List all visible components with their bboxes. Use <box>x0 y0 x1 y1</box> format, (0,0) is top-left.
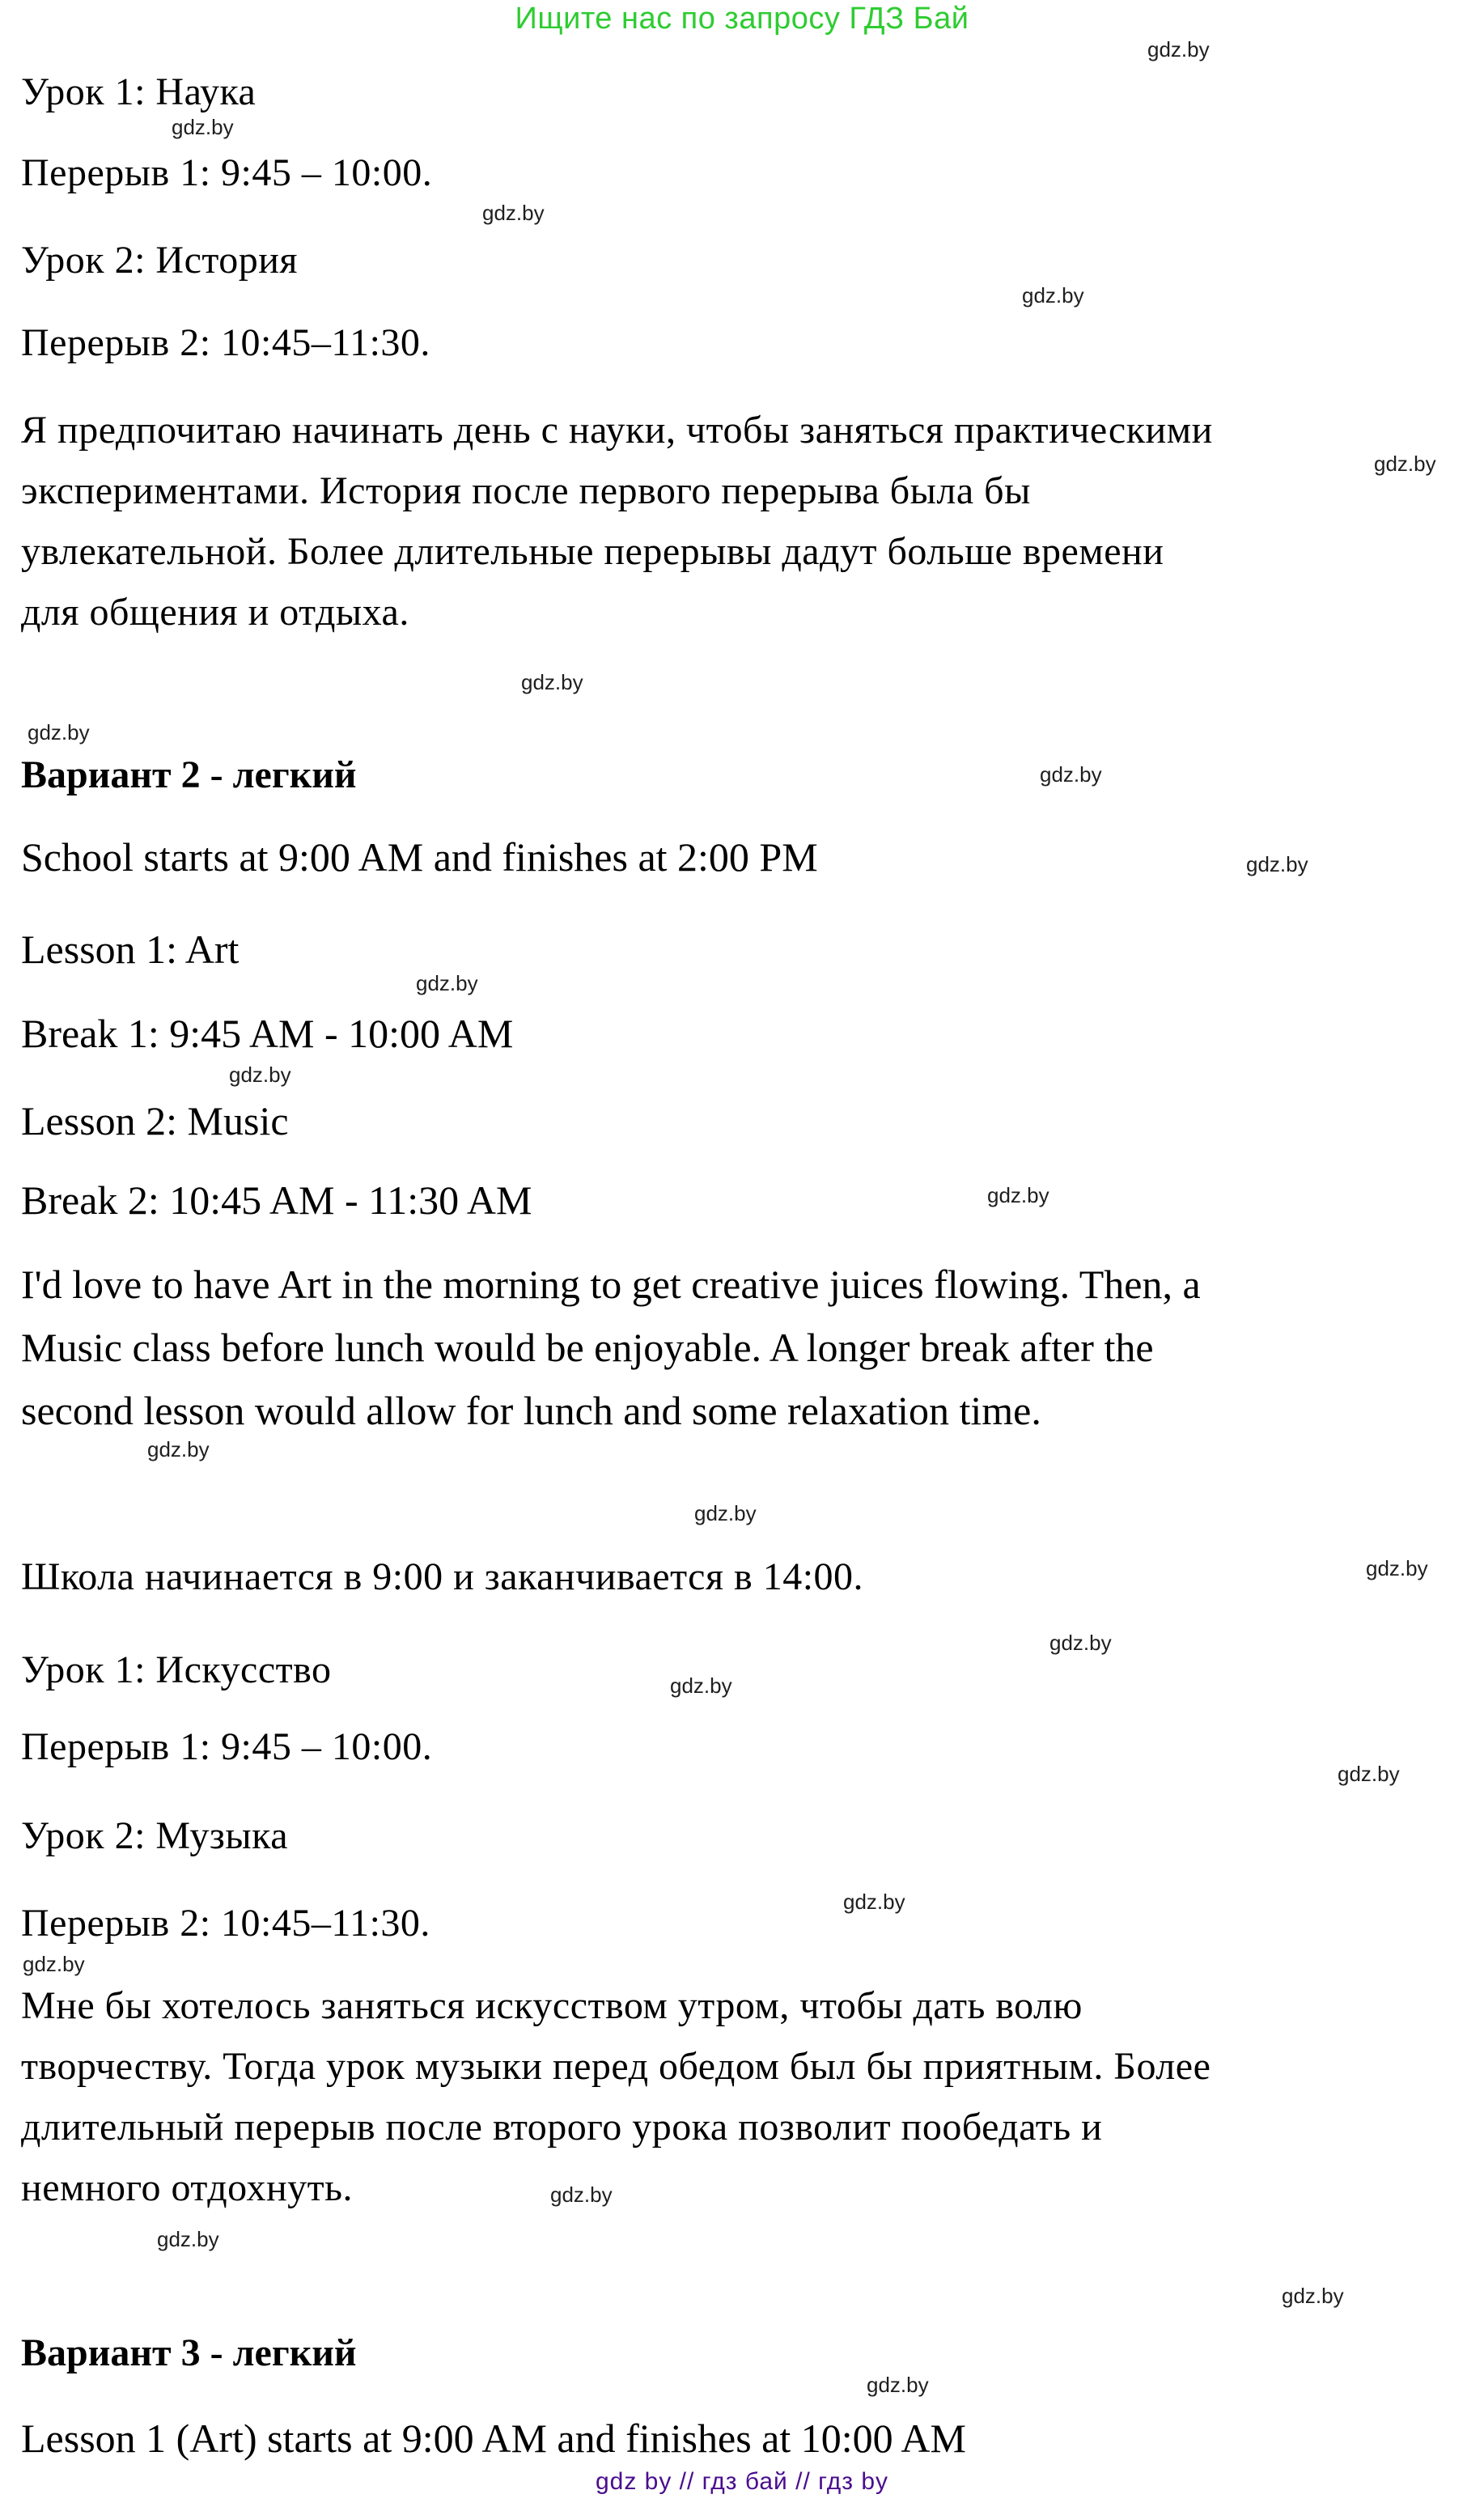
variant2-lesson1-line-ru: Урок 1: Искусство <box>21 1648 332 1691</box>
variant2-lesson2-line-en: Lesson 2: Music <box>21 1098 289 1143</box>
variant1-lesson1-line: Урок 1: Наука <box>21 70 257 113</box>
gdz-watermark: gdz.by <box>172 115 234 139</box>
gdz-watermark: gdz.by <box>1374 452 1436 476</box>
variant2-break1-line-ru: Перерыв 1: 9:45 – 10:00. <box>21 1725 433 1768</box>
variant2-school-line-ru: Школа начинается в 9:00 и заканчивается в 14:00. <box>21 1555 864 1598</box>
variant2-comment-line-ru: Мне бы хотелось заняться искусством утром, чтобы дать волю <box>21 1984 1083 2027</box>
gdz-watermark: gdz.by <box>157 2227 219 2251</box>
variant1-comment-line: для общения и отдыха. <box>21 591 409 634</box>
gdz-watermark: gdz.by <box>1366 1556 1428 1580</box>
variant2-comment-line-en: Music class before lunch would be enjoyable. A longer break after the <box>21 1325 1154 1370</box>
variant1-lesson2-line: Урок 2: История <box>21 239 298 282</box>
variant1-comment-line: Я предпочитаю начинать день с науки, чтобы заняться практическими <box>21 409 1213 452</box>
gdz-watermark: gdz.by <box>1040 762 1102 787</box>
gdz-watermark: gdz.by <box>28 720 90 744</box>
gdz-watermark: gdz.by <box>1338 1762 1400 1786</box>
footer-note: gdz by // гдз бай // гдз by <box>595 2468 889 2495</box>
gdz-watermark: gdz.by <box>147 1437 210 1461</box>
gdz-watermark: gdz.by <box>521 670 583 694</box>
gdz-watermark: gdz.by <box>482 201 545 225</box>
gdz-watermark: gdz.by <box>23 1952 85 1976</box>
gdz-watermark: gdz.by <box>1282 2284 1344 2308</box>
variant2-heading: Вариант 2 - легкий <box>21 753 357 796</box>
variant3-lesson1-line: Lesson 1 (Art) starts at 9:00 AM and finishes at 10:00 AM <box>21 2416 966 2461</box>
gdz-watermark: gdz.by <box>1049 1631 1112 1655</box>
gdz-watermark: gdz.by <box>694 1501 757 1525</box>
variant2-break1-line-en: Break 1: 9:45 AM - 10:00 AM <box>21 1011 514 1056</box>
gdz-watermark: gdz.by <box>1022 283 1084 308</box>
variant2-comment-line-en: I'd love to have Art in the morning to get creative juices flowing. Then, a <box>21 1262 1201 1307</box>
gdz-watermark: gdz.by <box>229 1063 291 1087</box>
gdz-watermark: gdz.by <box>867 2373 929 2397</box>
variant2-break2-line-ru: Перерыв 2: 10:45–11:30. <box>21 1902 430 1945</box>
variant1-break2-line: Перерыв 2: 10:45–11:30. <box>21 321 430 364</box>
variant2-comment-line-ru: творчеству. Тогда урок музыки перед обедом был бы приятным. Более <box>21 2045 1211 2088</box>
gdz-watermark: gdz.by <box>987 1183 1049 1207</box>
gdz-watermark: gdz.by <box>416 971 478 995</box>
variant3-heading: Вариант 3 - легкий <box>21 2331 357 2374</box>
variant1-comment-line: экспериментами. История после первого перерыва была бы <box>21 469 1031 512</box>
variant2-comment-line-ru: длительный перерыв после второго урока позволит пообедать и <box>21 2106 1103 2149</box>
variant2-lesson1-line-en: Lesson 1: Art <box>21 927 240 972</box>
gdz-watermark: gdz.by <box>670 1673 732 1698</box>
variant2-lesson2-line-ru: Урок 2: Музыка <box>21 1814 289 1857</box>
variant2-comment-line-ru: немного отдохнуть. <box>21 2166 354 2209</box>
variant1-break1-line: Перерыв 1: 9:45 – 10:00. <box>21 151 433 194</box>
gdz-watermark: gdz.by <box>843 1890 905 1914</box>
variant2-break2-line-en: Break 2: 10:45 AM - 11:30 AM <box>21 1177 532 1223</box>
variant1-comment-line: увлекательной. Более длительные перерывы дадут больше времени <box>21 530 1164 573</box>
gdz-watermark: gdz.by <box>1147 37 1210 62</box>
variant2-comment-line-en: second lesson would allow for lunch and some relaxation time. <box>21 1388 1041 1433</box>
gdz-watermark: gdz.by <box>1246 852 1308 876</box>
variant2-school-line-en: School starts at 9:00 AM and finishes at 2:00 PM <box>21 834 818 880</box>
promo-header: Ищите нас по запросу ГДЗ Бай <box>515 2 969 36</box>
gdz-watermark: gdz.by <box>550 2182 613 2207</box>
